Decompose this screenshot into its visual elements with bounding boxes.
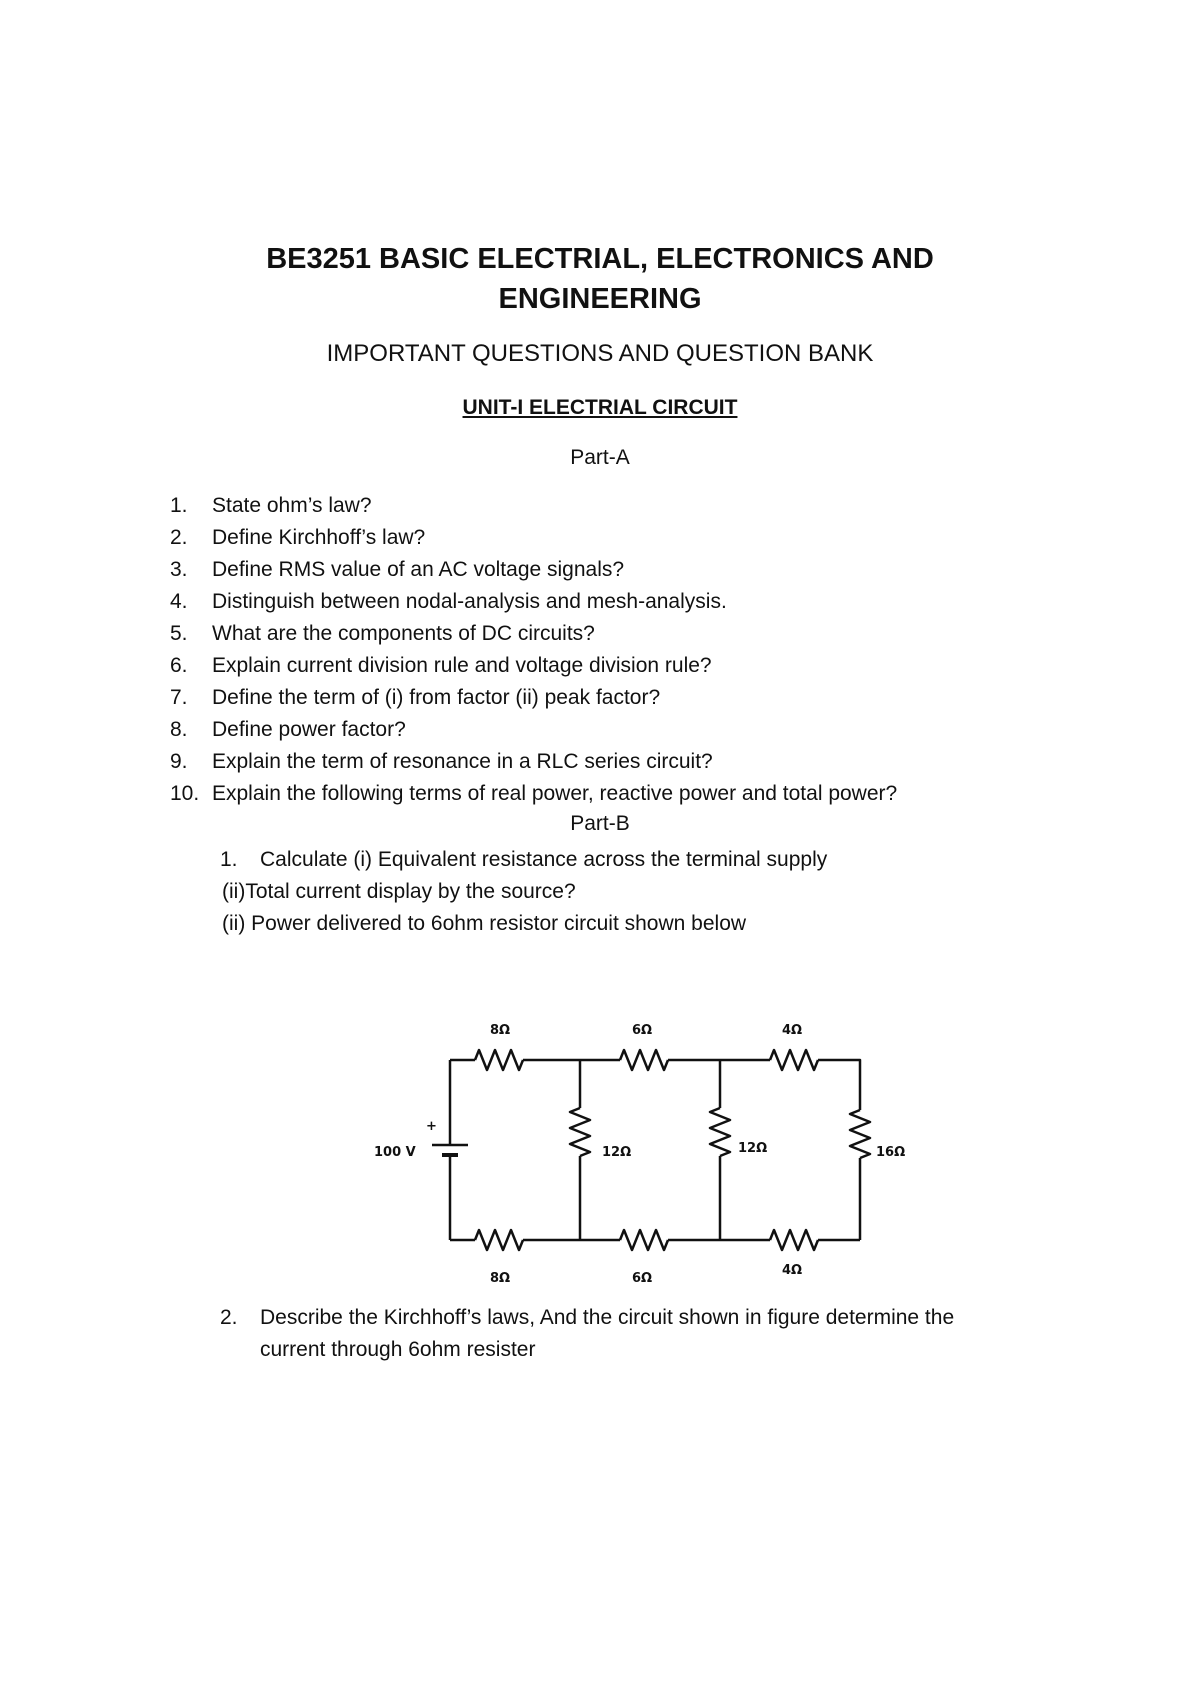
question-text: What are the components of DC circuits? [212, 622, 595, 645]
question-number: 5. [170, 622, 188, 645]
question-number: 4. [170, 590, 188, 613]
resistor-bot-2 [620, 1230, 668, 1250]
list-item [170, 618, 1070, 650]
question-number: 8. [170, 718, 188, 741]
question-number: 7. [170, 686, 188, 709]
question-number: 1. [170, 494, 188, 517]
resistor-top-2 [620, 1050, 668, 1070]
label-top-r2: 6Ω [632, 1023, 653, 1038]
resistor-top-3 [770, 1050, 818, 1070]
part-b-heading: Part-B [570, 812, 630, 835]
list-item [170, 714, 1070, 746]
list-item [170, 490, 1070, 522]
list-item [170, 778, 1070, 810]
wire-top-right [818, 1060, 860, 1110]
list-item [170, 650, 1070, 682]
resistor-bot-1 [475, 1230, 523, 1250]
question-number: 10. [170, 782, 200, 805]
label-mid-r1: 12Ω [602, 1145, 632, 1160]
circuit-diagram [370, 1000, 910, 1300]
label-mid-r2: 12Ω [738, 1141, 768, 1156]
question-text: Explain current division rule and voltage division rule? [212, 654, 712, 677]
list-item [170, 522, 1070, 554]
label-bot-r1: 8Ω [490, 1271, 511, 1286]
part-b-question-2-line-2: current through 6ohm resister [260, 1338, 536, 1361]
label-source: 100 V [374, 1145, 416, 1160]
resistor-mid-1 [570, 1108, 590, 1156]
document-subtitle: IMPORTANT QUESTIONS AND QUESTION BANK [326, 340, 874, 367]
document-title-line-2: ENGINEERING [498, 283, 702, 315]
part-b-question-2-line-1 [220, 1302, 954, 1334]
resistor-right [850, 1110, 870, 1158]
list-item [170, 586, 1070, 618]
label-plus-sign: + [426, 1119, 437, 1134]
label-bot-r2: 6Ω [632, 1271, 653, 1286]
question-number: 2. [220, 1306, 238, 1329]
question-text: Describe the Kirchhoff’s laws, And the circuit shown in figure determine the [260, 1306, 955, 1329]
list-item [170, 746, 1070, 778]
part-b-question-1-line-3: (ii) Power delivered to 6ohm resistor circuit shown below [222, 912, 747, 935]
part-b-question-1-line-2: (ii)Total current display by the source? [222, 880, 576, 903]
part-b-question-1-line-1 [220, 844, 827, 876]
question-number: 9. [170, 750, 188, 773]
question-text: Distinguish between nodal-analysis and mesh-analysis. [212, 590, 727, 613]
resistor-bot-3 [770, 1230, 818, 1250]
question-text: Calculate (i) Equivalent resistance across the terminal supply [260, 848, 828, 871]
question-text: Explain the following terms of real power, reactive power and total power? [212, 782, 898, 805]
list-item [170, 682, 1070, 714]
label-top-r3: 4Ω [782, 1023, 803, 1038]
question-text: Define RMS value of an AC voltage signals? [212, 558, 625, 581]
label-top-r1: 8Ω [490, 1023, 511, 1038]
resistor-mid-2 [710, 1108, 730, 1156]
part-a-heading: Part-A [570, 446, 630, 469]
question-number: 1. [220, 848, 238, 871]
unit-heading: UNIT-I ELECTRIAL CIRCUIT [462, 396, 738, 419]
label-bot-r3: 4Ω [782, 1263, 803, 1278]
question-number: 2. [170, 526, 188, 549]
list-item [170, 554, 1070, 586]
question-text: Define Kirchhoff’s law? [212, 526, 426, 549]
label-right-r: 16Ω [876, 1145, 906, 1160]
resistor-top-1 [475, 1050, 523, 1070]
question-text: State ohm’s law? [212, 494, 372, 517]
question-text: Explain the term of resonance in a RLC series circuit? [212, 750, 713, 773]
question-text: Define power factor? [212, 718, 406, 741]
question-text: Define the term of (i) from factor (ii) peak factor? [212, 686, 661, 709]
question-number: 6. [170, 654, 188, 677]
document-title-line-1: BE3251 BASIC ELECTRIAL, ELECTRONICS AND [266, 243, 934, 275]
question-number: 3. [170, 558, 188, 581]
